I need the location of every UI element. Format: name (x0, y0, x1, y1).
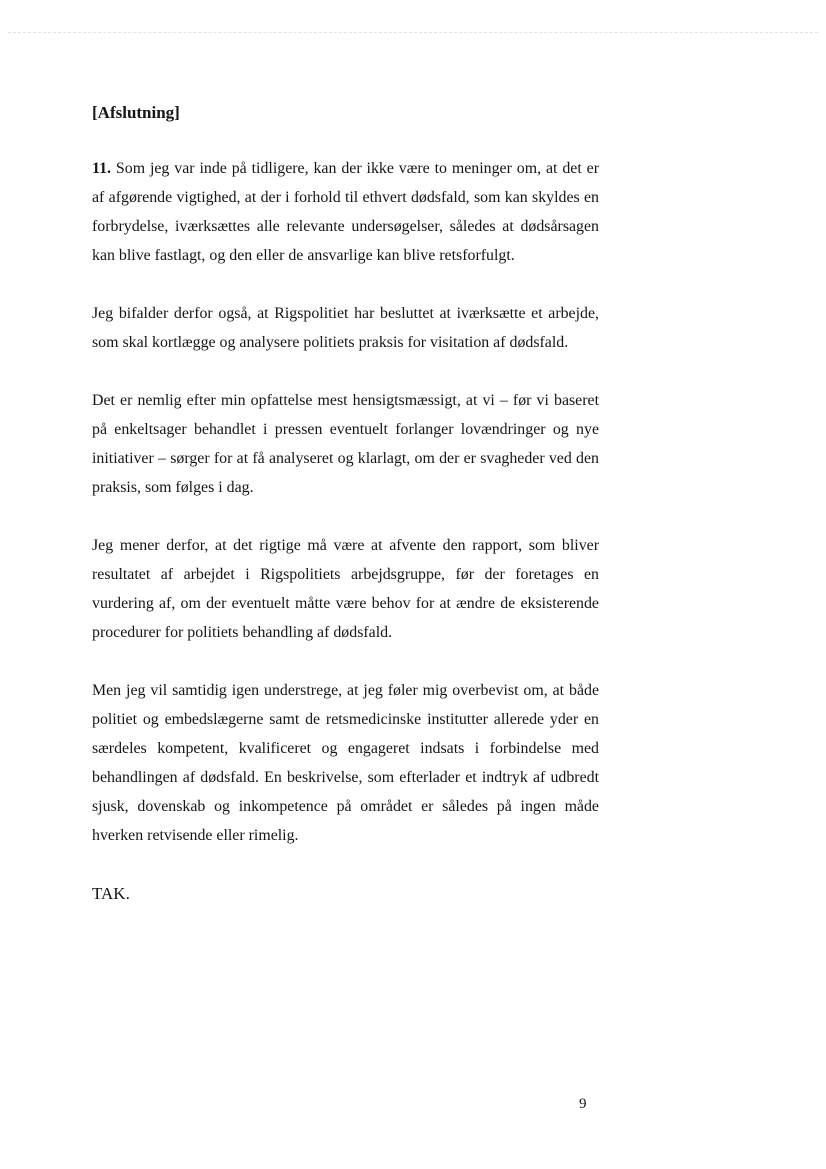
paragraph-2: Jeg bifalder derfor også, at Rigspolitiet har besluttet at iværksætte et arbejde, som skal kortlægge og analysere politiets praksis for visitation af dødsfald. (92, 305, 599, 351)
paragraph-1 (92, 154, 599, 270)
paragraph-5: Men jeg vil samtidig igen understrege, at jeg føler mig overbevist om, at både politiet og embedslægerne samt de retsmedicinske institutter allerede yder en særdeles kompetent, kvalificeret og engageret indsats i forbindelse med behandlingen af dødsfald. En beskrivelse, som efterlader et indtryk af udbredt sjusk, dovenskab og inkompetence på området er således på ingen måde hverken retvisende eller rimelig. (92, 682, 599, 844)
paragraph-1-text: Som jeg var inde på tidligere, kan der ikke være to meninger om, at det er af afgørende vigtighed, at der i forhold til ethvert dødsfald, som kan skyldes en forbrydelse, iværksættes alle relevante undersøgelser, således at dødsårsagen kan blive fastlagt, og den eller de ansvarlige kan blive retsforfulgt. (92, 160, 599, 264)
document-body (92, 101, 599, 908)
page-number: 9 (579, 1096, 587, 1112)
scan-artifact-line (8, 32, 818, 33)
section-heading: [Afslutning] (92, 103, 180, 122)
paragraph-3: Det er nemlig efter min opfattelse mest hensigtsmæssigt, at vi – før vi baseret på enkeltsager behandlet i pressen eventuelt forlanger lovændringer og nye initiativer – sørger for at få analyseret og klarlagt, om der er svagheder ved den praksis, som følges i dag. (92, 392, 599, 496)
closing-text: TAK. (92, 884, 130, 903)
paragraph-4: Jeg mener derfor, at det rigtige må være at afvente den rapport, som bliver resultatet af arbejdet i Rigspolitiets arbejdsgruppe, før der foretages en vurdering af, om der eventuelt måtte være behov for at ændre de eksisterende procedurer for politiets behandling af dødsfald. (92, 537, 599, 641)
paragraph-number: 11. (92, 160, 111, 177)
